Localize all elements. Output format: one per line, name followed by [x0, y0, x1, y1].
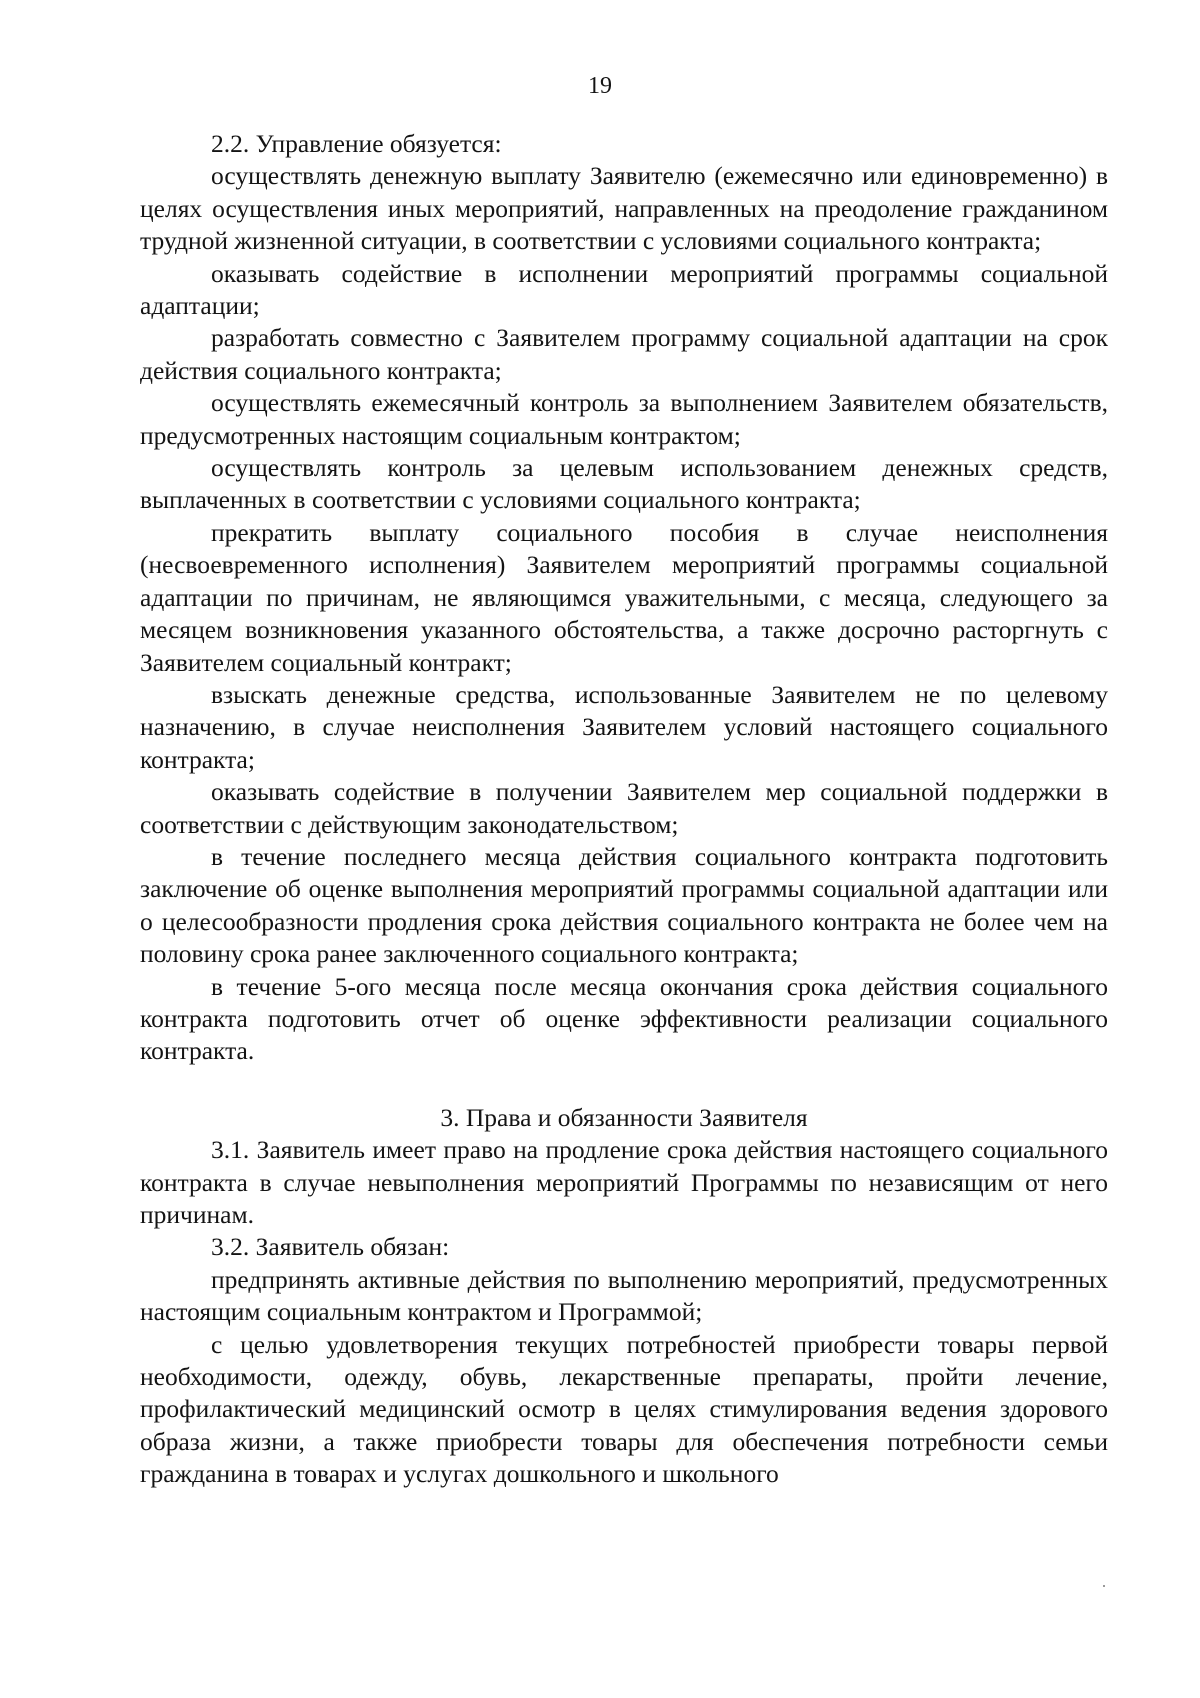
- paragraph: осуществлять ежемесячный контроль за выполнением Заявителем обязательств, предусмотренных настоящим социальным контрактом;: [140, 388, 1108, 450]
- paragraph-3-2-heading: 3.2. Заявитель обязан:: [211, 1232, 450, 1262]
- paragraph: с целью удовлетворения текущих потребностей приобрести товары первой необходимости, одежду, обувь, лекарственные препараты, пройти лечение, профилактический медицинский осмотр в целях стимулирования ведения здорового образа жизни, а также приобрести товары для обеспечения потребности семьи гражданина в товарах и услугах дошкольного и школьного: [140, 1329, 1108, 1489]
- scan-speck: [1103, 1585, 1105, 1587]
- paragraph: предпринять активные действия по выполнению мероприятий, предусмотренных настоящим социальным контрактом и Программой;: [140, 1264, 1108, 1327]
- paragraph: осуществлять контроль за целевым использованием денежных средств, выплаченных в соответствии с условиями социального контракта;: [140, 453, 1108, 515]
- paragraph-2-2-heading: 2.2. Управление обязуется:: [211, 129, 502, 158]
- paragraph: осуществлять денежную выплату Заявителю (ежемесячно или единовременно) в целях осуществления иных мероприятий, направленных на преодоление гражданином трудной жизненной ситуации, в соответствии с условиями социального контракта;: [140, 161, 1108, 256]
- paragraph: оказывать содействие в исполнении мероприятий программы социальной адаптации;: [140, 258, 1108, 321]
- paragraph: взыскать денежные средства, использованные Заявителем не по целевому назначению, в случае неисполнения Заявителем условий настоящего социального контракта;: [140, 679, 1108, 774]
- paragraph: прекратить выплату социального пособия в случае неисполнения (несвоевременного исполнения) Заявителем мероприятий программы социальной адаптации по причинам, не являющимся уважительными, с месяца, следующего за месяцем возникновения указанного обстоятельства, а также досрочно расторгнуть с Заявителем социальный контракт;: [140, 517, 1108, 677]
- paragraph: 3.1. Заявитель имеет право на продление срока действия настоящего социального контракта в случае невыполнения мероприятий Программы по независящим от него причинам.: [140, 1135, 1108, 1229]
- section-3-heading: 3. Права и обязанности Заявителя: [440, 1102, 808, 1132]
- paragraph: оказывать содействие в получении Заявителем мер социальной поддержки в соответствии с действующим законодательством;: [140, 777, 1108, 839]
- paragraph: разработать совместно с Заявителем программу социальной адаптации на срок действия социального контракта;: [140, 323, 1108, 385]
- paragraph: в течение 5-ого месяца после месяца окончания срока действия социального контракта подготовить отчет об оценке эффективности реализации социального контракта.: [140, 971, 1108, 1066]
- paragraph: в течение последнего месяца действия социального контракта подготовить заключение об оценке выполнения мероприятий программы социальной адаптации или о целесообразности продления срока действия социального контракта не более чем на половину срока ранее заключенного социального контракта;: [140, 841, 1108, 969]
- page-number: 19: [588, 73, 612, 99]
- document-body: [140, 128, 1108, 1491]
